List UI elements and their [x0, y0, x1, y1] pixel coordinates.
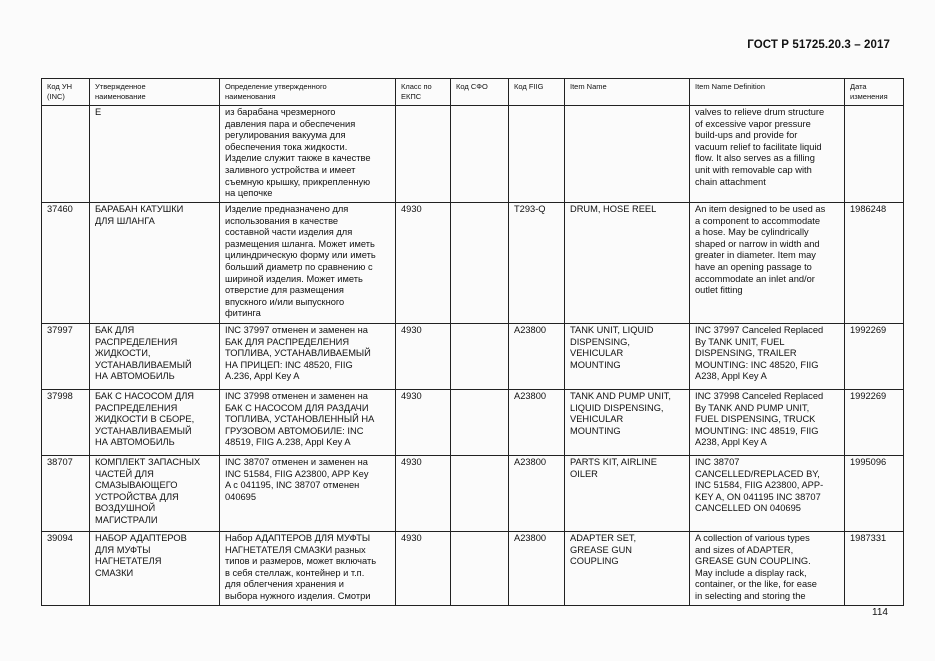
cell-ekps: 4930 [396, 532, 451, 606]
header-sfo-code: Код СФО [451, 79, 509, 106]
cell-sfo [451, 106, 509, 203]
cell-approved-name: БАК С НАСОСОМ ДЛЯ РАСПРЕДЕЛЕНИЯ ЖИДКОСТИ В СБОРЕ, УСТАНАВЛИВАЕМЫЙ НА АВТОМОБИЛЬ [90, 390, 220, 456]
table-row [42, 324, 904, 390]
header-ekps-class: Класс по ЕКПС [396, 79, 451, 106]
cell-inc: 38707 [42, 456, 90, 532]
cell-date: 1987331 [845, 532, 904, 606]
cell-item-name: PARTS KIT, AIRLINE OILER [565, 456, 690, 532]
cell-inc: 37460 [42, 203, 90, 324]
cell-item-definition: INC 37997 Canceled Replaced By TANK UNIT, FUEL DISPENSING, TRAILER MOUNTING: INC 48520, FIIG A238, Appl Key A [690, 324, 845, 390]
cell-date: 1986248 [845, 203, 904, 324]
cell-date [845, 106, 904, 203]
cell-definition: INC 38707 отменен и заменен на INC 51584, FIIG A23800, APP Key A с 041195, INC 38707 отменен 040695 [220, 456, 396, 532]
table-row [42, 106, 904, 203]
cell-fiig: A23800 [509, 390, 565, 456]
cell-inc: 37998 [42, 390, 90, 456]
table-row [42, 456, 904, 532]
cell-approved-name: БАРАБАН КАТУШКИ ДЛЯ ШЛАНГА [90, 203, 220, 324]
cell-date: 1995096 [845, 456, 904, 532]
page-number: 114 [872, 607, 888, 618]
cell-item-definition: valves to relieve drum structure of excessive vapor pressure build-ups and provide for vacuum relief to facilitate liquid flow. It also serves as a filling unit with removable cap with chain attachment [690, 106, 845, 203]
header-approved-name: Утвержденное наименование [90, 79, 220, 106]
header-inc: Код УН (INC) [42, 79, 90, 106]
header-item-name: Item Name [565, 79, 690, 106]
cell-approved-name: БАК ДЛЯ РАСПРЕДЕЛЕНИЯ ЖИДКОСТИ, УСТАНАВЛИВАЕМЫЙ НА АВТОМОБИЛЬ [90, 324, 220, 390]
cell-fiig: A23800 [509, 456, 565, 532]
cell-fiig [509, 106, 565, 203]
cell-date: 1992269 [845, 324, 904, 390]
cell-item-name: ADAPTER SET, GREASE GUN COUPLING [565, 532, 690, 606]
cell-sfo [451, 390, 509, 456]
header-name-definition: Определение утвержденного наименования [220, 79, 396, 106]
cell-item-name: TANK UNIT, LIQUID DISPENSING, VEHICULAR MOUNTING [565, 324, 690, 390]
header-item-name-definition: Item Name Definition [690, 79, 845, 106]
cell-date: 1992269 [845, 390, 904, 456]
cell-item-name: DRUM, HOSE REEL [565, 203, 690, 324]
cell-definition: из барабана чрезмерного давления пара и обеспечения регулирования вакуума для обеспечения тока жидкости. Изделие служит также в качестве заливного устройства и имеет съемную крышку, прикрепленную на цепочке [220, 106, 396, 203]
cell-inc: 37997 [42, 324, 90, 390]
cell-item-name [565, 106, 690, 203]
document-code: ГОСТ Р 51725.20.3 – 2017 [747, 39, 890, 51]
cell-approved-name: КОМПЛЕКТ ЗАПАСНЫХ ЧАСТЕЙ ДЛЯ СМАЗЫВАЮЩЕГО УСТРОЙСТВА ДЛЯ ВОЗДУШНОЙ МАГИСТРАЛИ [90, 456, 220, 532]
cell-fiig: A23800 [509, 532, 565, 606]
header-change-date: Дата изменения [845, 79, 904, 106]
cell-definition: Набор АДАПТЕРОВ ДЛЯ МУФТЫ НАГНЕТАТЕЛЯ СМАЗКИ разных типов и размеров, может включать в себя стеллаж, контейнер и т.п. для облегчения хранения и выбора нужного изделия. Смотри [220, 532, 396, 606]
cell-fiig: T293-Q [509, 203, 565, 324]
table-row [42, 390, 904, 456]
cell-sfo [451, 456, 509, 532]
cell-ekps: 4930 [396, 456, 451, 532]
header-fiig-code: Код FIIG [509, 79, 565, 106]
cell-approved-name: Е [90, 106, 220, 203]
cell-sfo [451, 324, 509, 390]
cell-inc: 39094 [42, 532, 90, 606]
cell-item-definition: A collection of various types and sizes of ADAPTER, GREASE GUN COUPLING. May include a display rack, container, or the like, for ease in selecting and storing the [690, 532, 845, 606]
cell-item-definition: An item designed to be used as a component to accommodate a hose. May be cylindrically shaped or narrow in width and greater in diameter. Item may have an opening passage to accommodate an inlet and/or outlet fitting [690, 203, 845, 324]
cell-inc [42, 106, 90, 203]
cell-ekps [396, 106, 451, 203]
cell-item-name: TANK AND PUMP UNIT, LIQUID DISPENSING, VEHICULAR MOUNTING [565, 390, 690, 456]
cell-approved-name: НАБОР АДАПТЕРОВ ДЛЯ МУФТЫ НАГНЕТАТЕЛЯ СМАЗКИ [90, 532, 220, 606]
cell-item-definition: INC 38707 CANCELLED/REPLACED BY, INC 51584, FIIG A23800, APP- KEY A, ON 041195 INC 38707 CANCELLED ON 040695 [690, 456, 845, 532]
cell-definition: INC 37997 отменен и заменен на БАК ДЛЯ РАСПРЕДЕЛЕНИЯ ТОПЛИВА, УСТАНАВЛИВАЕМЫЙ НА ПРИЦЕП: INC 48520, FIIG A.236, Appl Key A [220, 324, 396, 390]
cell-ekps: 4930 [396, 203, 451, 324]
cell-ekps: 4930 [396, 390, 451, 456]
table-row [42, 203, 904, 324]
cell-sfo [451, 203, 509, 324]
registry-table [41, 78, 904, 606]
cell-ekps: 4930 [396, 324, 451, 390]
cell-fiig: A23800 [509, 324, 565, 390]
cell-definition: INC 37998 отменен и заменен на БАК С НАСОСОМ ДЛЯ РАЗДАЧИ ТОПЛИВА, УСТАНОВЛЕННЫЙ НА ГРУЗОВОМ АВТОМОБИЛЕ: INC 48519, FIIG A.238, Appl Key A [220, 390, 396, 456]
cell-sfo [451, 532, 509, 606]
cell-definition: Изделие предназначено для использования в качестве составной части изделия для размещения шланга. Может иметь цилиндрическую форму или иметь больший диаметр по сравнению с шириной изделия. Может иметь отверстие для размещения впускного и/или выпускного фитинга [220, 203, 396, 324]
cell-item-definition: INC 37998 Canceled Replaced By TANK AND PUMP UNIT, FUEL DISPENSING, TRUCK MOUNTING: INC 48519, FIIG A238, Appl Key A [690, 390, 845, 456]
table-header-row [42, 79, 904, 106]
table-row [42, 532, 904, 606]
